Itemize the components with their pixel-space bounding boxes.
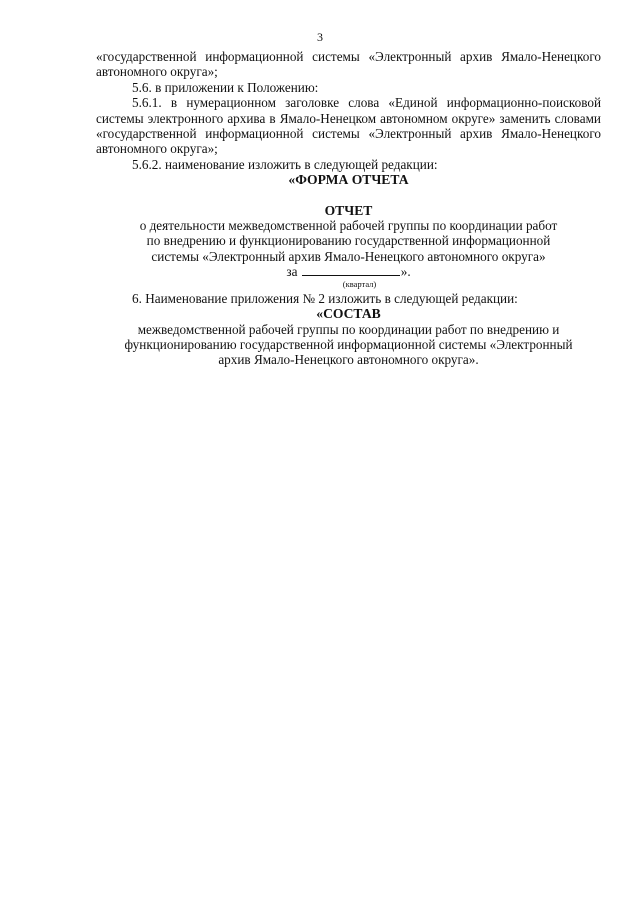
quarter-caption: (квартал) [342,278,377,289]
period-label: за [286,264,298,280]
sostav-line-2: функционированию государственной информационной системы «Электронный [124,336,573,352]
sostav-line-3: архив Ямало-Ненецкого автономного округа». [218,352,479,368]
paragraph-5-6-1: 5.6.1. в нумерационном заголовке слова «Единой информационно-поисковой системы электронного архива в Ямало-Ненецком автономном округе» заменить словами «государственной информационной системы «Электронный архив Ямало-Ненецкого автономного округа»; [96,95,601,157]
paragraph-gis-name: «государственной информационной системы «Электронный архив Ямало-Ненецкого автономного округа»; [96,49,601,80]
document-body [96,49,601,368]
paragraph-5-6-2: 5.6.2. наименование изложить в следующей редакции: [132,156,438,172]
quarter-blank-field [302,265,400,276]
sostav-title: «СОСТАВ [316,306,381,322]
report-title: ОТЧЕТ [324,202,373,218]
report-subtitle-line-2: по внедрению и функционированию государственной информационной [146,233,551,249]
sostav-line-1: межведомственной рабочей группы по координации работ по внедрению и [137,321,560,337]
period-suffix: ». [400,264,411,280]
form-title: «ФОРМА ОТЧЕТА [288,172,409,188]
paragraph-6: 6. Наименование приложения № 2 изложить в следующей редакции: [132,290,518,306]
paragraph-5-6: 5.6. в приложении к Положению: [132,79,319,95]
report-subtitle-line-3: системы «Электронный архив Ямало-Ненецкого автономного округа» [151,248,546,264]
report-period-line [96,264,601,279]
page-number: 3 [317,30,323,44]
report-subtitle-line-1: о деятельности межведомственной рабочей группы по координации работ [139,218,558,234]
